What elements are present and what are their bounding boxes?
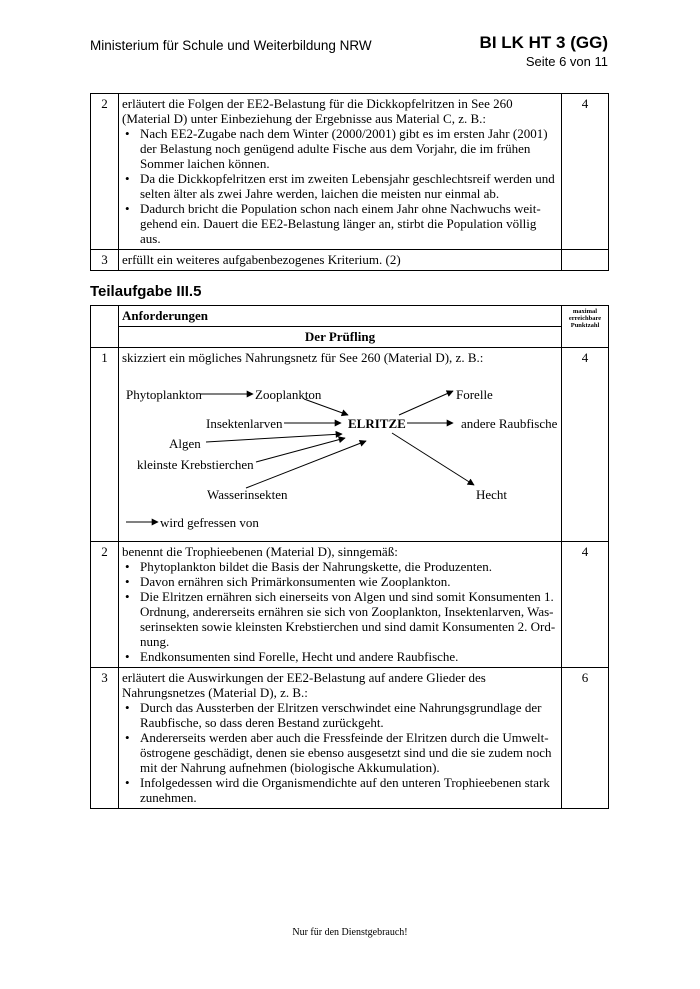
node-kleinste-krebstierchen: kleinste Krebstierchen (137, 457, 254, 472)
arrow-krebstierchen-to-elritze (256, 438, 345, 462)
list-item: • Durch das Aussterben der Elritzen verschwindet eine Nahrungsgrundlage der Raubfische, so dass deren Bestand zurückgeht. (122, 700, 558, 730)
node-elritze: ELRITZE (348, 416, 406, 431)
arrow-algen-to-elritze (206, 434, 342, 442)
list-item: • Da die Dickkopfelritzen erst im zweiten Lebensjahr geschlechtsreif werden und selten älter als zwei Jahre werden, laichen die meisten nur einmal ab. (122, 171, 558, 201)
table-row (91, 250, 609, 271)
row-number: 3 (91, 668, 119, 809)
list-item: • Davon ernähren sich Primärkonsumenten wie Zooplankton. (122, 574, 558, 589)
node-insektenlarven: Insektenlarven (206, 416, 283, 431)
node-andere-raubfische: andere Raubfische (461, 416, 558, 431)
requirement-cell (119, 348, 562, 542)
requirement-cell (119, 668, 562, 809)
requirement-intro: erläutert die Folgen der EE2-Belastung für die Dickkopfelritzen in See 260 (Material D) unter Einbeziehung der Ergebnisse aus Material C, z. B.: (122, 96, 513, 126)
row-number: 1 (91, 348, 119, 542)
table-row (91, 94, 609, 250)
table-row (91, 668, 609, 809)
list-item: • Dadurch bricht die Population schon nach einem Jahr ohne Nachwuchs weit-gehend ein. Dauert die EE2-Belastung länger an, stirbt die Population völlig aus. (122, 201, 558, 246)
table-row (91, 542, 609, 668)
document-code: BI LK HT 3 (GG) (479, 33, 608, 52)
requirement-cell: erfüllt ein weiteres aufgabenbezogenes Kriterium. (2) (119, 250, 562, 271)
page-number: Seite 6 von 11 (525, 54, 608, 69)
points-cell (562, 250, 609, 271)
node-hecht: Hecht (476, 487, 508, 502)
bullet-list (122, 700, 558, 805)
section-title: Teilaufgabe III.5 (90, 283, 202, 300)
header-number-cell (91, 306, 119, 348)
table-row (91, 348, 609, 542)
node-phytoplankton: Phytoplankton (126, 387, 202, 402)
table-subheader-row (91, 327, 609, 348)
points-cell: 4 (562, 542, 609, 668)
footer-note: Nur für den Dienstgebrauch! (292, 927, 408, 938)
row-number: 3 (91, 250, 119, 271)
list-item: • Andererseits werden aber auch die Fressfeinde der Elritzen durch die Umwelt-östrogene geschädigt, denen sie ebenso ausgesetzt sind und die sie zudem noch mit der Nahrung aufnehmen (biologische Akkumulation). (122, 730, 558, 775)
bullet-list (122, 126, 558, 246)
node-forelle: Forelle (456, 387, 493, 402)
list-item: • Phytoplankton bildet die Basis der Nahrungskette, die Produzenten. (122, 559, 558, 574)
arrow-elritze-to-hecht (392, 433, 474, 485)
points-cell: 4 (562, 348, 609, 542)
requirement-intro: erläutert die Auswirkungen der EE2-Belastung auf andere Glieder des Nahrungsnetzes (Material D), z. B.: (122, 670, 486, 700)
criteria-table-continued (90, 93, 609, 271)
food-web-diagram (122, 367, 558, 538)
points-cell: 6 (562, 668, 609, 809)
header-requirements: Anforderungen (119, 306, 562, 327)
requirement-cell (119, 542, 562, 668)
node-zooplankton: Zooplankton (255, 387, 322, 402)
ministry-name: Ministerium für Schule und Weiterbildung NRW (90, 38, 372, 53)
legend-label: wird gefressen von (160, 515, 259, 530)
arrow-elritze-to-forelle (399, 391, 453, 415)
points-cell: 4 (562, 94, 609, 250)
requirement-intro: benennt die Trophieebenen (Material D), sinngemäß: (122, 544, 398, 559)
list-item: • Endkonsumenten sind Forelle, Hecht und andere Raubfische. (122, 649, 558, 664)
table-header-row (91, 306, 609, 327)
header-candidate: Der Prüfling (119, 327, 562, 348)
row-number: 2 (91, 94, 119, 250)
list-item: • Nach EE2-Zugabe nach dem Winter (2000/2001) gibt es im ersten Jahr (2001) der Belastung noch genügend adulte Fische aus dem Vorjahr, die im frühen Sommer laichen können. (122, 126, 558, 171)
list-item: • Die Elritzen ernähren sich einerseits von Algen und sind somit Konsumenten 1. Ordnung, andererseits ernähren sie sich von Zooplankton, Insektenlarven, Was-serinsekten sowie kleinsten Krebstierchen und sind damit Konsumenten 2. Ord-nung. (122, 589, 558, 649)
criteria-table (90, 305, 609, 809)
requirement-intro: skizziert ein mögliches Nahrungsnetz für See 260 (Material D), z. B.: (122, 350, 484, 365)
bullet-list (122, 559, 558, 664)
requirement-cell (119, 94, 562, 250)
node-wasserinsekten: Wasserinsekten (207, 487, 288, 502)
node-algen: Algen (169, 436, 201, 451)
header-points: maximal erreichbare Punktzahl (562, 306, 609, 348)
row-number: 2 (91, 542, 119, 668)
list-item: • Infolgedessen wird die Organismendichte auf den unteren Trophieebenen stark zunehmen. (122, 775, 558, 805)
document-header (480, 33, 608, 69)
